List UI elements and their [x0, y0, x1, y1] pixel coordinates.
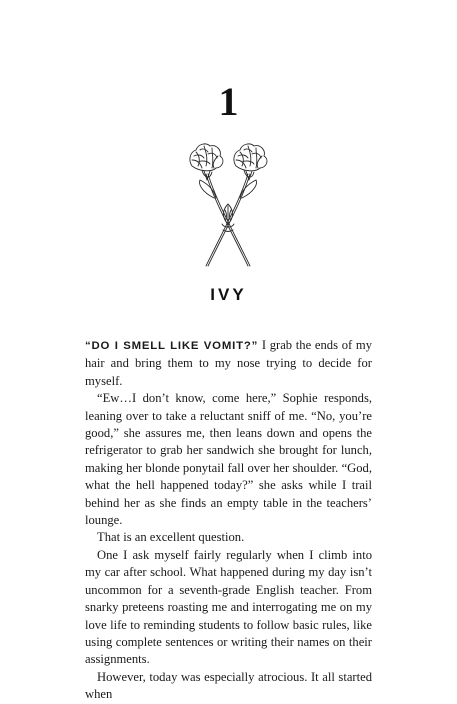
chapter-number: 1: [218, 79, 239, 124]
paragraph: However, today was especially atrocious. It all started when: [85, 669, 372, 702]
paragraph: One I ask myself fairly regularly when I climb into my car after school. What happened during my day isn’t uncommon for a seventh-grade English teacher. From snarky preteens roasting me and interrogating me on my love life to reminding students to follow basic rules, like using complete sentences or writing their names on their assignments.: [85, 547, 372, 667]
paragraph: “Ew…I don’t know, come here,” Sophie responds, leaning over to take a reluctant sniff of me. “No, you’re good,” she assures me, then leans down and opens the refrigerator to grab her sandwich she brought for lunch, making her blonde ponytail fall over her shoulder. “God, what the hell happened today?” she asks while I trail behind her as she finds an empty table in the teachers’ lounge.: [85, 391, 372, 528]
paragraph: That is an excellent question.: [97, 530, 245, 545]
opening-line-caps: “DO I SMELL LIKE VOMIT?”: [85, 340, 259, 352]
paragraph-text: I grab the ends of my hair and bring them to my nose trying to decide for myself.: [85, 338, 372, 388]
paragraph: [85, 337, 372, 390]
chapter-title: IVY: [210, 285, 247, 304]
chapter-body: [85, 337, 372, 704]
crossed-carnations-icon: [178, 140, 278, 270]
